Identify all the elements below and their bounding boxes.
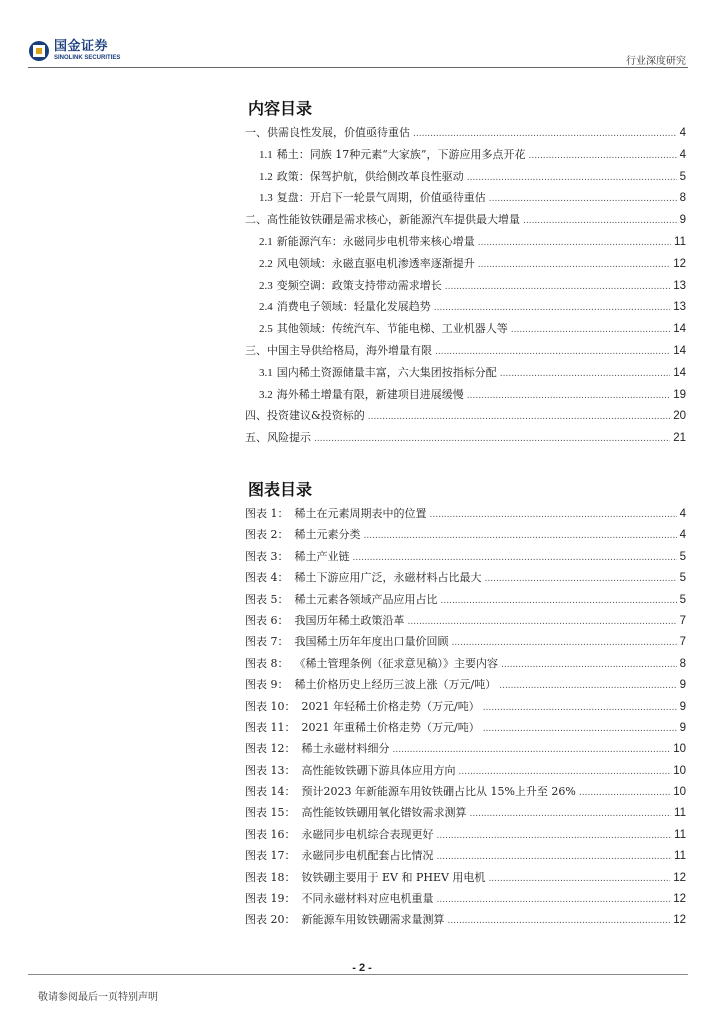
dot-leader [393,745,671,755]
figure-entry[interactable] [245,719,686,740]
dot-leader [483,724,677,734]
figure-entry-label: 图表 9： [245,678,289,692]
toc-entry[interactable] [245,277,686,299]
dot-leader [501,660,677,670]
figure-entry-page: 7 [679,614,686,627]
toc-entry[interactable] [245,429,686,451]
figure-entry[interactable] [245,655,686,676]
toc-entry-number: 3.1 [259,366,273,379]
dot-leader [445,282,670,292]
figure-entry-label: 图表 5： [245,592,289,606]
figure-entry-title: 2021 年轻稀土价格走势（万元/吨） [301,699,480,713]
toc-entry-number: 2.1 [259,235,273,248]
toc-entry[interactable] [245,168,686,190]
figure-entry-page: 11 [674,807,686,820]
figure-entry[interactable] [245,505,686,526]
figure-entry-title: 稀土元素分类 [294,528,361,542]
figure-entry-title: 稀土产业链 [294,549,350,563]
toc-entry-page: 13 [673,301,686,314]
figure-entry[interactable] [245,890,686,911]
toc-entry-page: 13 [673,279,686,292]
toc-entry-page: 14 [673,344,686,357]
toc-entry[interactable] [245,189,686,211]
toc-entry-title: 稀土：同族 17种元素“大家族”，下游应用多点开花 [276,147,526,161]
toc-entry-title: 新能源汽车：永磁同步电机带来核心增量 [276,234,475,248]
figure-entry-title: 稀土元素各领域产品应用占比 [294,592,438,606]
figure-entry-page: 9 [679,700,686,713]
table-of-contents [245,124,686,451]
figure-entry-page: 4 [679,508,686,520]
figure-entry-label: 图表 14： [245,785,296,799]
figure-entry-page: 5 [679,572,686,585]
page-header [0,0,724,70]
figure-entry-label: 图表 17： [245,849,296,863]
figure-entry-label: 图表 7： [245,635,289,649]
figure-entry-page: 12 [673,893,686,906]
figure-entry-title: 新能源车用钕铁硼需求量测算 [301,913,445,927]
figure-entry-page: 8 [679,657,686,670]
figure-entry[interactable] [245,911,686,932]
figure-entry-page: 9 [679,721,686,734]
toc-entry[interactable] [245,146,686,168]
dot-leader [489,194,677,204]
logo-icon [28,40,50,62]
toc-entry-page: 8 [679,192,686,205]
figure-entry-label: 图表 8： [245,656,289,670]
figure-entry-page: 12 [673,871,686,884]
figure-entry[interactable] [245,569,686,590]
toc-entry-title: 四、投资建议&投资标的 [245,409,365,423]
figure-entry-page: 7 [679,636,686,649]
figure-entry-title: 2021 年重稀土价格走势（万元/吨） [301,720,480,734]
figure-entry[interactable] [245,676,686,697]
dot-leader [478,260,670,270]
toc-entry-number: 2.4 [259,301,273,314]
toc-entry-number: 2.3 [259,279,273,292]
header-divider [28,67,688,68]
dot-leader [478,238,671,248]
dot-leader [314,434,670,444]
dot-leader [467,173,677,183]
figure-entry-page: 10 [673,764,686,777]
figure-entry[interactable] [245,783,686,804]
toc-entry[interactable] [245,364,686,386]
dot-leader [434,303,670,313]
figure-entry-title: 稀土下游应用广泛，永磁材料占比最大 [294,571,482,585]
figure-entry[interactable] [245,804,686,825]
figure-entry-page: 9 [679,679,686,692]
figure-entry-page: 10 [673,786,686,799]
figure-entry-title: 《稀土管理条例（征求意见稿）》主要内容 [294,656,498,670]
dot-leader [499,681,676,691]
toc-entry[interactable] [245,320,686,342]
toc-entry-page: 4 [679,127,686,139]
dot-leader [353,553,677,563]
dot-leader [511,325,670,335]
toc-entry-title: 复盘：开启下一轮景气周期，价值亟待重估 [276,191,486,205]
toc-entry-page: 14 [673,366,686,379]
figure-entry-title: 稀土在元素周期表中的位置 [294,507,427,520]
figure-entry[interactable] [245,869,686,890]
toc-entry[interactable] [245,298,686,320]
figure-entry-title: 稀土永磁材料细分 [301,742,390,756]
toc-entry-title: 三、中国主导供给格局，海外增量有限 [245,343,432,357]
figure-entry-label: 图表 4： [245,571,289,585]
company-logo [28,40,134,70]
toc-entry-title: 其他领域：传统汽车、节能电梯、工业机器人等 [276,322,508,336]
figure-entry-title: 永磁同步电机配套占比情况 [301,849,434,863]
report-type-label: 行业深度研究 [626,56,686,67]
figure-entry-label: 图表 13： [245,763,296,777]
figure-entry[interactable] [245,740,686,761]
figure-entry[interactable] [245,698,686,719]
figure-entry-page: 12 [673,914,686,927]
toc-entry-page: 14 [673,323,686,336]
figure-entry-label: 图表 20： [245,913,296,927]
dot-leader [485,574,677,584]
figure-entry-title: 钕铁硼主要用于 EV 和 PHEV 用电机 [301,870,486,884]
toc-entry-page: 19 [673,388,686,401]
toc-entry-number: 2.5 [259,323,273,336]
figure-entry[interactable] [245,526,686,547]
dot-leader [441,596,677,606]
figure-entry-title: 高性能钕铁硼下游具体应用方向 [301,763,456,777]
toc-entry[interactable] [245,407,686,429]
dot-leader [430,510,677,520]
toc-entry-title: 五、风险提示 [245,431,311,445]
toc-entry-title: 消费电子领域：轻量化发展趋势 [276,300,431,314]
toc-entry-number: 1.3 [259,192,273,205]
toc-entry[interactable] [245,233,686,255]
logo-english-name: SINOLINK SECURITIES [54,55,121,61]
figure-entry-page: 5 [679,550,686,563]
figure-entry-title: 我国历年稀土政策沿革 [294,613,405,627]
figure-entry-label: 图表 11： [245,720,296,734]
dot-leader [437,831,672,841]
dot-leader [470,809,672,819]
toc-entry-number: 1.2 [259,170,273,183]
figure-entry-label: 图表 2： [245,528,289,542]
figure-entry-label: 图表 6： [245,613,289,627]
figure-entry[interactable] [245,612,686,633]
figure-entry-title: 我国稀土历年年度出口量价回顾 [294,635,449,649]
figure-list [245,505,686,933]
toc-entry[interactable] [245,255,686,277]
figure-entry-label: 图表 18： [245,870,296,884]
figure-entry-title: 稀土价格历史上经历三波上涨（万元/吨） [294,678,497,692]
figure-entry-title: 预计2023 年新能源车用钕铁硼占比从 15%上升至 26% [301,785,576,799]
figure-entry-label: 图表 1： [245,507,289,520]
toc-entry-page: 9 [679,214,686,227]
dot-leader [500,369,670,379]
toc-entry-page: 5 [679,170,686,183]
figure-entry-page: 10 [673,743,686,756]
toc-entry-number: 3.2 [259,388,273,401]
toc-entry[interactable] [245,124,686,146]
dot-leader [467,391,670,401]
figure-entry-label: 图表 19： [245,892,296,906]
page-number: - 2 - [352,962,372,974]
dot-leader [368,412,670,422]
figure-entry-label: 图表 15： [245,806,296,820]
toc-entry-number: 1.1 [259,148,273,161]
dot-leader [437,852,672,862]
toc-entry[interactable] [245,211,686,233]
toc-entry-page: 21 [673,432,686,445]
figure-entry-label: 图表 12： [245,742,296,756]
toc-entry-title: 二、高性能钕铁硼是需求核心，新能源汽车提供最大增量 [245,213,520,227]
dot-leader [459,767,671,777]
figure-entry-label: 图表 10： [245,699,296,713]
toc-entry-number: 2.2 [259,257,273,270]
figure-entry-page: 11 [674,828,686,841]
dot-leader [448,916,671,926]
dot-leader [529,151,677,161]
toc-entry-title: 政策：保驾护航，供给侧改革良性驱动 [276,169,464,183]
dot-leader [435,347,670,357]
figure-entry-page: 5 [679,593,686,606]
logo-chinese-name: 国金证券 [54,39,109,54]
toc-entry-title: 风电领域：永磁直驱电机渗透率逐渐提升 [276,256,475,270]
dot-leader [483,703,677,713]
footer-divider [28,974,688,975]
dot-leader [364,531,677,541]
figure-entry[interactable] [245,548,686,569]
figure-entry[interactable] [245,847,686,868]
toc-entry-page: 4 [679,148,686,161]
toc-entry[interactable] [245,342,686,364]
figure-entry-label: 图表 3： [245,549,289,563]
dot-leader [437,895,671,905]
figure-entry-title: 高性能钕铁硼用氧化镨钕需求测算 [301,806,467,820]
dot-leader [408,617,677,627]
dot-leader [413,129,677,139]
figure-entry-title: 不同永磁材料对应电机重量 [301,892,434,906]
toc-entry-title: 国内稀土资源储量丰富，六大集团按指标分配 [276,365,497,379]
figures-title: 图表目录 [248,480,313,499]
figure-entry-label: 图表 16： [245,827,296,841]
toc-entry-title: 变频空调：政策支持带动需求增长 [276,278,442,292]
figure-entry-title: 永磁同步电机综合表现更好 [301,827,434,841]
toc-title: 内容目录 [248,99,313,118]
figure-entry-page: 11 [674,850,686,863]
dot-leader [523,216,677,226]
dot-leader [488,874,670,884]
toc-entry-page: 20 [673,410,686,423]
figure-entry[interactable] [245,826,686,847]
figure-entry[interactable] [245,762,686,783]
figure-entry[interactable] [245,633,686,654]
toc-entry-title: 海外稀土增量有限，新建项目进展缓慢 [276,387,464,401]
figure-entry-page: 4 [679,529,686,542]
dot-leader [579,788,670,798]
toc-entry-page: 12 [673,257,686,270]
toc-entry-title: 一、供需良性发展，价值亟待重估 [245,126,410,139]
toc-entry-page: 11 [674,235,686,248]
toc-entry[interactable] [245,386,686,408]
dot-leader [452,638,677,648]
figure-entry[interactable] [245,591,686,612]
disclaimer-text: 敬请参阅最后一页特别声明 [38,992,158,1003]
